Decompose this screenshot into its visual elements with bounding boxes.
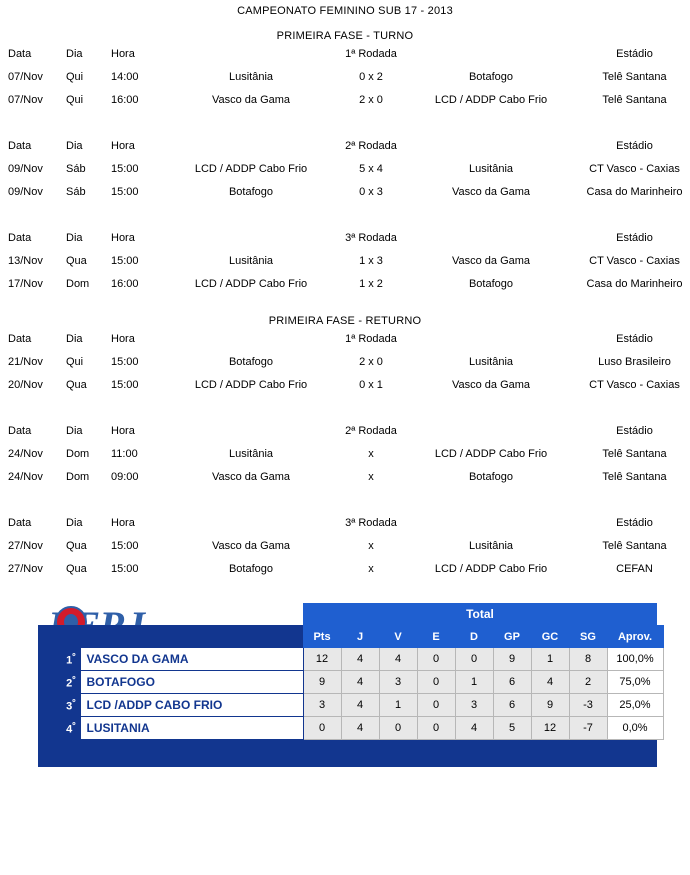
match-stadium: Telê Santana — [602, 470, 667, 483]
match-day: Qui — [66, 70, 84, 83]
column-header-estadio: Estádio — [616, 231, 653, 244]
round-label: 3ª Rodada — [345, 231, 397, 244]
column-header-data: Data — [8, 139, 32, 152]
standings-e: 0 — [417, 648, 455, 671]
match-home-team: LCD / ADDP Cabo Frio — [194, 378, 308, 391]
round-header-row — [0, 419, 690, 442]
match-stadium: Telê Santana — [602, 539, 667, 552]
match-score: 0 x 1 — [359, 378, 383, 391]
standings-position: $4^º$ — [38, 717, 80, 740]
round-spacer-home — [171, 419, 331, 442]
standings-column-header: Pts — [303, 626, 341, 648]
match-date: 27/Nov — [8, 539, 43, 552]
match-stadium: CEFAN — [616, 562, 653, 575]
column-header-hora: Hora — [111, 332, 135, 345]
standings-column-header: Aprov. — [607, 626, 663, 648]
match-day: Dom — [66, 277, 90, 290]
match-day: Qua — [66, 254, 87, 267]
standings-pts: 3 — [303, 694, 341, 717]
match-home-team: Botafogo — [228, 185, 274, 198]
standings-sg: 8 — [569, 648, 607, 671]
standings-header-row — [38, 626, 663, 648]
standings-column-header: GP — [493, 626, 531, 648]
match-stadium: Telê Santana — [602, 70, 667, 83]
match-away-team: Lusitânia — [468, 355, 514, 368]
match-day: Qua — [66, 378, 87, 391]
standings-aprov: 100,0% — [607, 648, 663, 671]
standings-v: 3 — [379, 671, 417, 694]
column-header-dia: Dia — [66, 139, 83, 152]
standings-pos-header — [38, 626, 80, 648]
table-row — [0, 88, 690, 111]
standings-position: $1^º$ — [38, 648, 80, 671]
table-row — [0, 557, 690, 580]
table-row — [0, 534, 690, 557]
standings-gp: 6 — [493, 671, 531, 694]
match-away-team: Vasco da Gama — [451, 185, 531, 198]
match-away-team: Lusitânia — [468, 162, 514, 175]
match-away-team: LCD / ADDP Cabo Frio — [434, 562, 548, 575]
match-time: 15:00 — [111, 355, 139, 368]
standings-aprov: 25,0% — [607, 694, 663, 717]
match-time: 11:00 — [111, 447, 138, 460]
column-header-hora: Hora — [111, 424, 135, 437]
standings-e: 0 — [417, 694, 455, 717]
match-day: Sáb — [66, 185, 86, 198]
column-header-data: Data — [8, 332, 32, 345]
match-date: 27/Nov — [8, 562, 43, 575]
standings-d: 4 — [455, 717, 493, 740]
phase-turno-heading: PRIMEIRA FASE - TURNO — [276, 30, 414, 42]
match-home-team: Lusitânia — [228, 254, 274, 267]
standings-team-name: LCD /ADDP CABO FRIO — [80, 694, 303, 717]
standings-column-header: D — [455, 626, 493, 648]
round-spacer-home — [171, 226, 331, 249]
column-header-dia: Dia — [66, 47, 83, 60]
column-header-data: Data — [8, 47, 32, 60]
standings-j: 4 — [341, 648, 379, 671]
standings-gc: 12 — [531, 717, 569, 740]
standings-v: 0 — [379, 717, 417, 740]
match-stadium: Casa do Marinheiro — [586, 277, 683, 290]
column-header-dia: Dia — [66, 332, 83, 345]
match-day: Qua — [66, 539, 87, 552]
standings-gp: 9 — [493, 648, 531, 671]
column-header-data: Data — [8, 424, 32, 437]
document-page — [0, 5, 690, 875]
standings-sg: 2 — [569, 671, 607, 694]
table-row — [0, 442, 690, 465]
round-spacer-home — [171, 511, 331, 534]
table-spacer — [0, 488, 690, 511]
standings-position: $2^º$ — [38, 671, 80, 694]
table-row — [0, 465, 690, 488]
round-label: 3ª Rodada — [345, 516, 397, 529]
standings-team-name: BOTAFOGO — [80, 671, 303, 694]
standings-team-header — [80, 626, 303, 648]
match-home-team: Vasco da Gama — [211, 539, 291, 552]
match-time: 15:00 — [111, 562, 139, 575]
round-spacer-away — [411, 511, 571, 534]
match-home-team: Botafogo — [228, 355, 274, 368]
match-score: x — [368, 562, 374, 575]
match-day: Qui — [66, 93, 84, 106]
match-home-team: LCD / ADDP Cabo Frio — [194, 162, 308, 175]
standings-e: 0 — [417, 717, 455, 740]
column-header-estadio: Estádio — [616, 424, 653, 437]
round-spacer-away — [411, 42, 571, 65]
column-header-dia: Dia — [66, 516, 83, 529]
standings-pts: 9 — [303, 671, 341, 694]
match-time: 09:00 — [111, 470, 139, 483]
standings-sg: -7 — [569, 717, 607, 740]
table-spacer — [0, 203, 690, 226]
column-header-hora: Hora — [111, 139, 135, 152]
round-label: 1ª Rodada — [345, 47, 397, 60]
standings-column-header: SG — [569, 626, 607, 648]
column-header-data: Data — [8, 231, 32, 244]
match-date: 17/Nov — [8, 277, 43, 290]
match-home-team: LCD / ADDP Cabo Frio — [194, 277, 308, 290]
standings-v: 4 — [379, 648, 417, 671]
standings-d: 1 — [455, 671, 493, 694]
standings-e: 0 — [417, 671, 455, 694]
column-header-estadio: Estádio — [616, 516, 653, 529]
match-stadium: Luso Brasileiro — [598, 355, 671, 368]
match-home-team: Botafogo — [228, 562, 274, 575]
match-date: 07/Nov — [8, 93, 43, 106]
round-label: 2ª Rodada — [345, 424, 397, 437]
standings-j: 4 — [341, 717, 379, 740]
fixtures-table-returno — [0, 327, 690, 580]
table-row — [0, 249, 690, 272]
round-spacer-home — [171, 134, 331, 157]
round-header-row — [0, 134, 690, 157]
match-time: 15:00 — [111, 162, 139, 175]
table-spacer — [0, 396, 690, 419]
round-spacer-away — [411, 134, 571, 157]
match-date: 21/Nov — [8, 355, 43, 368]
table-row — [0, 65, 690, 88]
match-away-team: Lusitânia — [468, 539, 514, 552]
table-row — [0, 373, 690, 396]
match-stadium: CT Vasco - Caxias — [589, 254, 680, 267]
match-time: 14:00 — [111, 70, 139, 83]
standings-gc: 9 — [531, 694, 569, 717]
match-home-team: Vasco da Gama — [211, 93, 291, 106]
round-label: 1ª Rodada — [345, 332, 397, 345]
table-row — [0, 180, 690, 203]
standings-position: $3^º$ — [38, 694, 80, 717]
match-day: Sáb — [66, 162, 86, 175]
standings-total-header: Total — [303, 603, 657, 625]
table-row — [38, 694, 663, 717]
match-date: 20/Nov — [8, 378, 43, 391]
table-row — [38, 671, 663, 694]
round-header-row — [0, 327, 690, 350]
fixtures-table-turno — [0, 42, 690, 295]
match-stadium: Casa do Marinheiro — [586, 185, 683, 198]
match-time: 16:00 — [111, 93, 139, 106]
standings-d: 0 — [455, 648, 493, 671]
match-score: 1 x 2 — [359, 277, 383, 290]
match-away-team: Botafogo — [468, 470, 514, 483]
match-stadium: CT Vasco - Caxias — [589, 378, 680, 391]
round-header-row — [0, 42, 690, 65]
match-away-team: LCD / ADDP Cabo Frio — [434, 447, 548, 460]
round-header-row — [0, 226, 690, 249]
column-header-estadio: Estádio — [616, 139, 653, 152]
match-time: 15:00 — [111, 185, 139, 198]
match-stadium: CT Vasco - Caxias — [589, 162, 680, 175]
column-header-dia: Dia — [66, 231, 83, 244]
standings-column-header: J — [341, 626, 379, 648]
standings-aprov: 75,0% — [607, 671, 663, 694]
match-score: 1 x 3 — [359, 254, 383, 267]
match-time: 15:00 — [111, 378, 139, 391]
table-row — [0, 272, 690, 295]
match-time: 15:00 — [111, 254, 139, 267]
match-away-team: Vasco da Gama — [451, 378, 531, 391]
match-day: Dom — [66, 470, 90, 483]
match-date: 13/Nov — [8, 254, 43, 267]
match-time: 16:00 — [111, 277, 139, 290]
match-score: 2 x 0 — [359, 93, 383, 106]
column-header-estadio: Estádio — [616, 47, 653, 60]
match-away-team: Botafogo — [468, 70, 514, 83]
standings-gp: 5 — [493, 717, 531, 740]
standings-pts: 0 — [303, 717, 341, 740]
column-header-hora: Hora — [111, 47, 135, 60]
standings-sg: -3 — [569, 694, 607, 717]
match-home-team: Vasco da Gama — [211, 470, 291, 483]
match-day: Dom — [66, 447, 90, 460]
match-time: 15:00 — [111, 539, 139, 552]
phase-returno-heading: PRIMEIRA FASE - RETURNO — [268, 315, 422, 327]
column-header-data: Data — [8, 516, 32, 529]
match-score: 0 x 2 — [359, 70, 383, 83]
standings-d: 3 — [455, 694, 493, 717]
match-day: Qua — [66, 562, 87, 575]
standings-section — [0, 598, 690, 788]
standings-gc: 1 — [531, 648, 569, 671]
standings-pts: 12 — [303, 648, 341, 671]
column-header-estadio: Estádio — [616, 332, 653, 345]
match-date: 24/Nov — [8, 470, 43, 483]
standings-column-header: GC — [531, 626, 569, 648]
round-spacer-away — [411, 327, 571, 350]
table-spacer — [0, 111, 690, 134]
column-header-dia: Dia — [66, 424, 83, 437]
match-score: 2 x 0 — [359, 355, 383, 368]
round-spacer-away — [411, 419, 571, 442]
match-date: 07/Nov — [8, 70, 43, 83]
match-score: x — [368, 447, 374, 460]
standings-column-header: V — [379, 626, 417, 648]
standings-team-name: LUSITANIA — [80, 717, 303, 740]
match-away-team: Vasco da Gama — [451, 254, 531, 267]
standings-team-name: VASCO DA GAMA — [80, 648, 303, 671]
round-header-row — [0, 511, 690, 534]
table-row — [38, 717, 663, 740]
standings-column-header: E — [417, 626, 455, 648]
match-away-team: LCD / ADDP Cabo Frio — [434, 93, 548, 106]
round-spacer-home — [171, 327, 331, 350]
match-home-team: Lusitânia — [228, 70, 274, 83]
column-header-hora: Hora — [111, 231, 135, 244]
match-date: 09/Nov — [8, 162, 43, 175]
round-spacer-away — [411, 226, 571, 249]
match-date: 09/Nov — [8, 185, 43, 198]
match-stadium: Telê Santana — [602, 93, 667, 106]
match-date: 24/Nov — [8, 447, 43, 460]
match-stadium: Telê Santana — [602, 447, 667, 460]
table-row — [0, 157, 690, 180]
standings-j: 4 — [341, 694, 379, 717]
standings-gc: 4 — [531, 671, 569, 694]
table-row — [38, 648, 663, 671]
match-score: x — [368, 470, 374, 483]
column-header-hora: Hora — [111, 516, 135, 529]
round-label: 2ª Rodada — [345, 139, 397, 152]
standings-aprov: 0,0% — [607, 717, 663, 740]
standings-j: 4 — [341, 671, 379, 694]
table-row — [0, 350, 690, 373]
round-spacer-home — [171, 42, 331, 65]
match-score: x — [368, 539, 374, 552]
standings-gp: 6 — [493, 694, 531, 717]
match-home-team: Lusitânia — [228, 447, 274, 460]
standings-v: 1 — [379, 694, 417, 717]
match-day: Qui — [66, 355, 84, 368]
page-title: CAMPEONATO FEMININO SUB 17 - 2013 — [237, 5, 453, 17]
standings-table — [38, 625, 664, 740]
match-score: 0 x 3 — [359, 185, 383, 198]
match-away-team: Botafogo — [468, 277, 514, 290]
match-score: 5 x 4 — [359, 162, 383, 175]
